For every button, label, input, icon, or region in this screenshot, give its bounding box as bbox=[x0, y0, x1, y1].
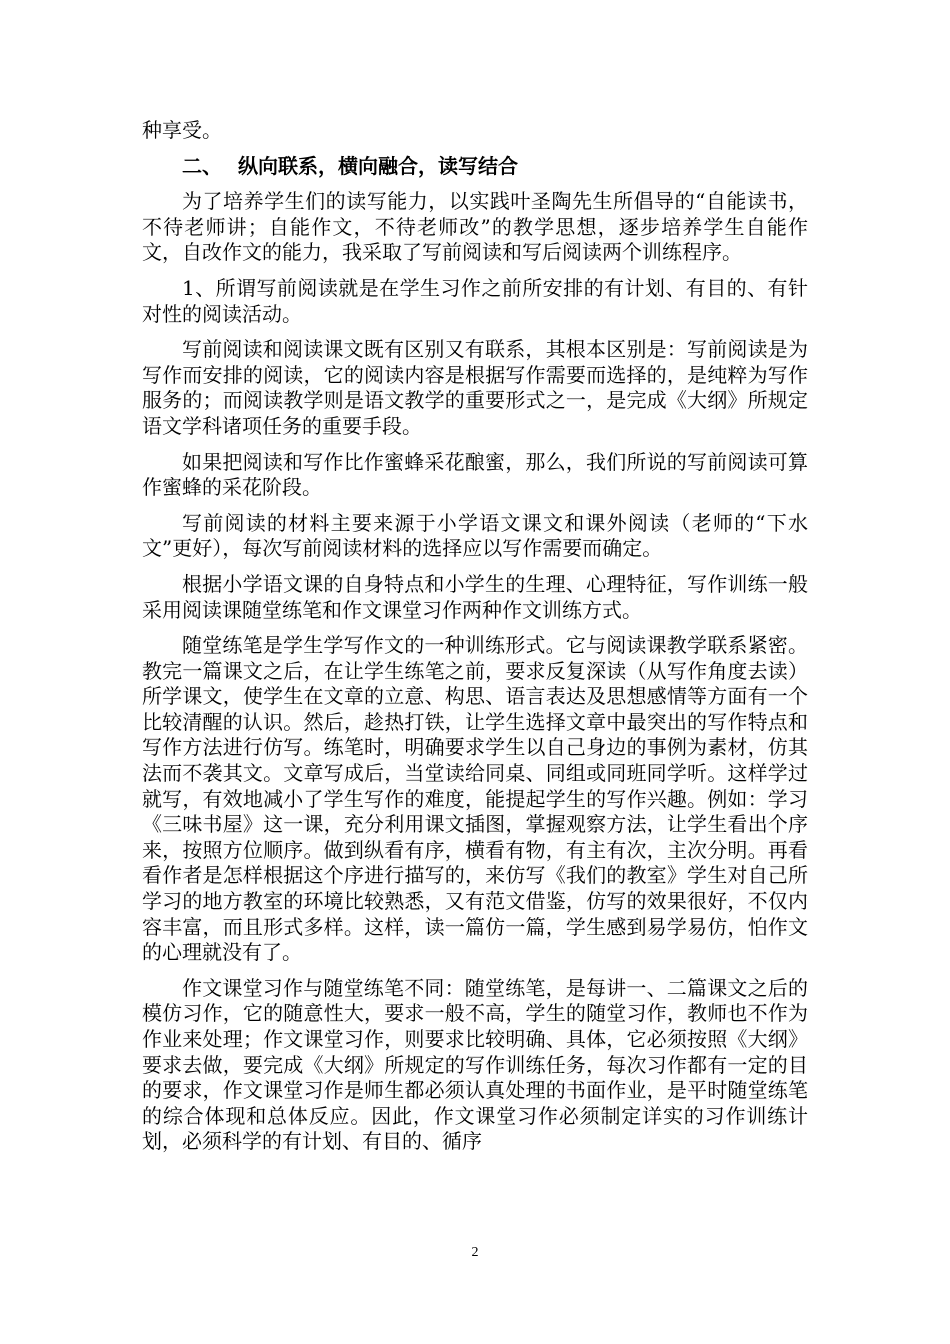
page-body bbox=[142, 118, 808, 1165]
section-title: 纵向联系，横向融合，读写结合 bbox=[238, 153, 518, 178]
paragraph: 1、所谓写前阅读就是在学生习作之前所安排的有计划、有目的、有针对性的阅读活动。 bbox=[142, 275, 808, 326]
paragraph: 根据小学语文课的自身特点和小学生的生理、心理特征，写作训练一般采用阅读课随堂练笔和作文课堂习作两种作文训练方式。 bbox=[142, 571, 808, 622]
paragraph: 写前阅读和阅读课文既有区别又有联系，其根本区别是：写前阅读是为写作而安排的阅读，它的阅读内容是根据写作需要而选择的，是纯粹为写作服务的；而阅读教学则是语文教学的重要形式之一，是完成《大纲》所规定语文学科诸项任务的重要手段。 bbox=[142, 337, 808, 438]
paragraph: 写前阅读的材料主要来源于小学语文课文和课外阅读（老师的“下水文”更好），每次写前阅读材料的选择应以写作需要而确定。 bbox=[142, 510, 808, 561]
paragraph: 如果把阅读和写作比作蜜蜂采花酿蜜，那么，我们所说的写前阅读可算作蜜蜂的采花阶段。 bbox=[142, 449, 808, 500]
section-number: 二、 bbox=[182, 153, 222, 178]
page-number: 2 bbox=[471, 1245, 479, 1260]
paragraph: 为了培养学生们的读写能力，以实践叶圣陶先生所倡导的“自能读书，不待老师讲；自能作文，不待老师改”的教学思想，逐步培养学生自能作文，自改作文的能力，我采取了写前阅读和写后阅读两个训练程序。 bbox=[142, 189, 808, 265]
section-heading bbox=[142, 154, 808, 180]
paragraph: 作文课堂习作与随堂练笔不同：随堂练笔，是每讲一、二篇课文之后的模仿习作，它的随意性大，要求一般不高，学生的随堂习作，教师也不作为作业来处理；作文课堂习作，则要求比较明确、具体，它必须按照《大纲》要求去做，要完成《大纲》所规定的写作训练任务，每次习作都有一定的目的要求，作文课堂习作是师生都必须认真处理的书面作业，是平时随堂练笔的综合体现和总体反应。因此，作文课堂习作必须制定详实的习作训练计划，必须科学的有计划、有目的、循序 bbox=[142, 975, 808, 1154]
paragraph-continuation: 种享受。 bbox=[142, 118, 222, 142]
paragraph: 随堂练笔是学生学写作文的一种训练形式。它与阅读课教学联系紧密。教完一篇课文之后，在让学生练笔之前，要求反复深读（从写作角度去读）所学课文，使学生在文章的立意、构思、语言表达及思想感情等方面有一个比较清醒的认识。然后，趁热打铁，让学生选择文章中最突出的写作特点和写作方法进行仿写。练笔时，明确要求学生以自己身边的事例为素材，仿其法而不袭其文。文章写成后，当堂读给同桌、同组或同班同学听。这样学过就写，有效地减小了学生写作的难度，能提起学生的写作兴趣。例如：学习《三味书屋》这一课，充分利用课文插图，掌握观察方法，让学生看出个序来，按照方位顺序。做到纵看有序，横看有物，有主有次，主次分明。再看看作者是怎样根据这个序进行描写的，来仿写《我们的教室》学生对自己所学习的地方教室的环境比较熟悉，又有范文借鉴，仿写的效果很好，不仅内容丰富，而且形式多样。这样，读一篇仿一篇，学生感到易学易仿，怕作文的心理就没有了。 bbox=[142, 633, 808, 965]
